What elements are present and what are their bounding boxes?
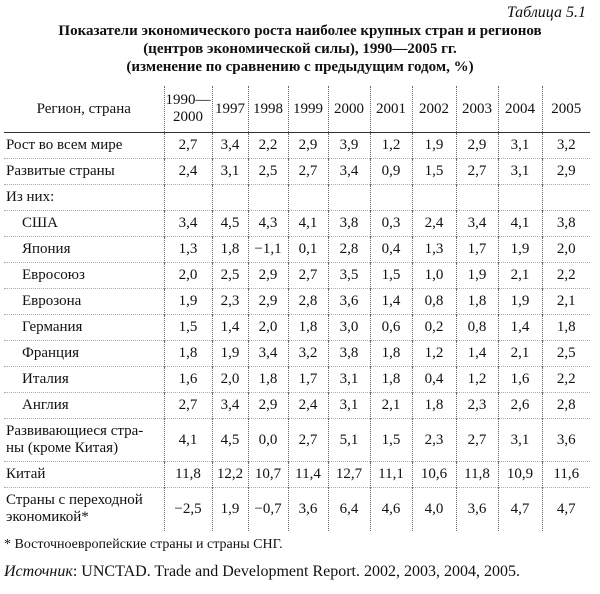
table-row bbox=[4, 211, 590, 237]
table-cell: 1,8 bbox=[164, 341, 212, 367]
table-cell: 4,7 bbox=[498, 488, 542, 531]
table-cell: 3,4 bbox=[212, 133, 248, 159]
table-cell: 2,1 bbox=[542, 289, 590, 315]
table-cell: 2,7 bbox=[456, 159, 498, 185]
table-cell: 2,9 bbox=[248, 393, 288, 419]
table-cell: 1,5 bbox=[164, 315, 212, 341]
header-year-line-1: 1990— bbox=[165, 92, 211, 108]
table-cell: 4,7 bbox=[542, 488, 590, 531]
table-cell: 10,6 bbox=[412, 462, 456, 488]
table-row bbox=[4, 341, 590, 367]
table-cell: 4,3 bbox=[248, 211, 288, 237]
table-cell: 3,1 bbox=[328, 393, 370, 419]
table-title bbox=[0, 22, 600, 76]
table-cell: 2,7 bbox=[288, 263, 328, 289]
table-header-row bbox=[4, 86, 590, 133]
growth-table bbox=[4, 86, 590, 531]
table-row bbox=[4, 289, 590, 315]
table-row bbox=[4, 237, 590, 263]
row-label: Германия bbox=[4, 315, 164, 341]
table-cell: −2,5 bbox=[164, 488, 212, 531]
table-number-label: Таблица 5.1 bbox=[506, 4, 586, 21]
table-cell: 2,1 bbox=[370, 393, 412, 419]
table-cell: 3,1 bbox=[328, 367, 370, 393]
table-cell: 2,0 bbox=[212, 367, 248, 393]
table-cell: 3,2 bbox=[542, 133, 590, 159]
table-row bbox=[4, 263, 590, 289]
table-cell: 3,6 bbox=[456, 488, 498, 531]
table-row bbox=[4, 367, 590, 393]
table-cell: 4,5 bbox=[212, 419, 248, 462]
title-line-2: (центров экономической силы), 1990—2005 гг. bbox=[143, 41, 457, 57]
table-cell: 3,2 bbox=[288, 341, 328, 367]
table-cell: 3,1 bbox=[498, 159, 542, 185]
table-cell: 0,4 bbox=[370, 237, 412, 263]
table-cell: 3,4 bbox=[248, 341, 288, 367]
table-cell: 1,9 bbox=[498, 237, 542, 263]
table-cell: 1,5 bbox=[370, 263, 412, 289]
row-label: Еврозона bbox=[4, 289, 164, 315]
table-cell: 2,5 bbox=[212, 263, 248, 289]
table-cell: 3,0 bbox=[328, 315, 370, 341]
table-cell: 2,2 bbox=[542, 367, 590, 393]
row-label: Китай bbox=[4, 462, 164, 488]
table-cell: 11,6 bbox=[542, 462, 590, 488]
table-cell: 0,3 bbox=[370, 211, 412, 237]
table-cell: 4,6 bbox=[370, 488, 412, 531]
table-row bbox=[4, 462, 590, 488]
table-cell: 2,7 bbox=[164, 393, 212, 419]
table-cell: 1,7 bbox=[288, 367, 328, 393]
table-cell: −1,1 bbox=[248, 237, 288, 263]
row-label: США bbox=[4, 211, 164, 237]
header-region: Регион, страна bbox=[4, 86, 164, 133]
table-cell: 2,4 bbox=[412, 211, 456, 237]
table-cell: 2,9 bbox=[248, 263, 288, 289]
table-cell: 2,5 bbox=[248, 159, 288, 185]
table-cell bbox=[498, 185, 542, 211]
table-cell: 2,5 bbox=[542, 341, 590, 367]
table-cell: 2,0 bbox=[248, 315, 288, 341]
table-cell: 1,8 bbox=[412, 393, 456, 419]
table-cell: 2,7 bbox=[288, 159, 328, 185]
table-cell: 1,9 bbox=[212, 488, 248, 531]
header-year: 2005 bbox=[542, 86, 590, 133]
header-year: 2002 bbox=[412, 86, 456, 133]
table-cell: −0,7 bbox=[248, 488, 288, 531]
table-cell: 3,4 bbox=[456, 211, 498, 237]
row-label-line: Страны с переходной bbox=[6, 492, 143, 509]
header-year: 1998 bbox=[248, 86, 288, 133]
table-cell: 1,8 bbox=[370, 341, 412, 367]
table-cell: 0,0 bbox=[248, 419, 288, 462]
table-cell: 1,4 bbox=[456, 341, 498, 367]
table-cell: 11,8 bbox=[456, 462, 498, 488]
table-cell: 3,4 bbox=[328, 159, 370, 185]
table-cell: 1,2 bbox=[456, 367, 498, 393]
header-year bbox=[164, 86, 212, 133]
table-cell: 1,8 bbox=[370, 367, 412, 393]
table-cell: 1,5 bbox=[412, 159, 456, 185]
table-cell: 3,8 bbox=[328, 211, 370, 237]
table-cell: 2,8 bbox=[288, 289, 328, 315]
table-cell: 2,7 bbox=[288, 419, 328, 462]
table-cell: 5,1 bbox=[328, 419, 370, 462]
row-label: Евросоюз bbox=[4, 263, 164, 289]
table-cell: 2,2 bbox=[542, 263, 590, 289]
table-cell: 2,4 bbox=[288, 393, 328, 419]
table-cell: 2,7 bbox=[164, 133, 212, 159]
table-row bbox=[4, 315, 590, 341]
table-cell: 12,7 bbox=[328, 462, 370, 488]
table-row bbox=[4, 185, 590, 211]
table-row bbox=[4, 393, 590, 419]
header-year: 2004 bbox=[498, 86, 542, 133]
header-year: 2003 bbox=[456, 86, 498, 133]
source-line bbox=[4, 563, 520, 581]
header-year: 1999 bbox=[288, 86, 328, 133]
table-cell: 6,4 bbox=[328, 488, 370, 531]
table-row bbox=[4, 488, 590, 531]
table-cell: 1,6 bbox=[498, 367, 542, 393]
table-row bbox=[4, 159, 590, 185]
table-cell: 3,8 bbox=[542, 211, 590, 237]
table-cell: 11,8 bbox=[164, 462, 212, 488]
table-cell: 10,9 bbox=[498, 462, 542, 488]
table-cell: 3,6 bbox=[288, 488, 328, 531]
table-cell: 12,2 bbox=[212, 462, 248, 488]
table-cell: 1,5 bbox=[370, 419, 412, 462]
table-cell: 1,8 bbox=[456, 289, 498, 315]
table-cell bbox=[288, 185, 328, 211]
table-cell: 4,1 bbox=[498, 211, 542, 237]
table-cell: 2,9 bbox=[248, 289, 288, 315]
row-label: Франция bbox=[4, 341, 164, 367]
table-cell: 3,1 bbox=[498, 419, 542, 462]
table-cell: 1,8 bbox=[248, 367, 288, 393]
table-cell: 2,1 bbox=[498, 263, 542, 289]
table-cell: 2,0 bbox=[164, 263, 212, 289]
title-line-1: Показатели экономического роста наиболее крупных стран и регионов bbox=[58, 23, 542, 39]
table-cell: 0,2 bbox=[412, 315, 456, 341]
table-cell: 1,9 bbox=[456, 263, 498, 289]
table-cell: 0,8 bbox=[412, 289, 456, 315]
table-cell bbox=[328, 185, 370, 211]
row-label-line: экономикой* bbox=[6, 509, 89, 526]
table-cell: 2,4 bbox=[164, 159, 212, 185]
row-label: Из них: bbox=[4, 185, 164, 211]
title-line-3: (изменение по сравнению с предыдущим годом, %) bbox=[126, 59, 474, 75]
row-label: Италия bbox=[4, 367, 164, 393]
table-cell: 11,4 bbox=[288, 462, 328, 488]
table-cell: 1,4 bbox=[370, 289, 412, 315]
table-cell: 4,1 bbox=[288, 211, 328, 237]
row-label: Рост во всем мире bbox=[6, 137, 123, 153]
table-cell: 2,3 bbox=[212, 289, 248, 315]
table-cell: 1,8 bbox=[288, 315, 328, 341]
table-cell: 2,0 bbox=[542, 237, 590, 263]
table-cell bbox=[542, 185, 590, 211]
table-row bbox=[4, 419, 590, 462]
table-cell: 2,9 bbox=[288, 133, 328, 159]
table-cell bbox=[164, 185, 212, 211]
header-year-line-2: 2000 bbox=[173, 109, 203, 125]
table-cell: 2,3 bbox=[456, 393, 498, 419]
table-cell: 1,4 bbox=[498, 315, 542, 341]
table-cell: 0,9 bbox=[370, 159, 412, 185]
table-cell: 2,6 bbox=[498, 393, 542, 419]
table-cell: 1,8 bbox=[212, 237, 248, 263]
table-cell: 2,9 bbox=[456, 133, 498, 159]
table-cell: 0,8 bbox=[456, 315, 498, 341]
header-year: 2000 bbox=[328, 86, 370, 133]
row-label: Англия bbox=[4, 393, 164, 419]
row-label: Развитые страны bbox=[4, 159, 164, 185]
table-cell: 1,0 bbox=[412, 263, 456, 289]
table-cell: 1,9 bbox=[212, 341, 248, 367]
table-row bbox=[4, 133, 590, 159]
table-cell bbox=[456, 185, 498, 211]
table-cell: 0,1 bbox=[288, 237, 328, 263]
table-cell: 2,9 bbox=[542, 159, 590, 185]
table-cell bbox=[370, 185, 412, 211]
table-cell: 10,7 bbox=[248, 462, 288, 488]
header-year: 2001 bbox=[370, 86, 412, 133]
table-cell: 3,8 bbox=[328, 341, 370, 367]
table-cell: 1,2 bbox=[370, 133, 412, 159]
table-cell: 3,4 bbox=[212, 393, 248, 419]
table-cell: 3,6 bbox=[328, 289, 370, 315]
table-cell: 1,3 bbox=[412, 237, 456, 263]
row-label-line: ны (кроме Китая) bbox=[6, 440, 119, 456]
table-cell: 3,5 bbox=[328, 263, 370, 289]
table-cell: 0,4 bbox=[412, 367, 456, 393]
row-label bbox=[4, 419, 164, 462]
table-cell bbox=[212, 185, 248, 211]
table-cell: 1,2 bbox=[412, 341, 456, 367]
table-cell: 4,5 bbox=[212, 211, 248, 237]
row-label: Япония bbox=[4, 237, 164, 263]
table-cell: 4,1 bbox=[164, 419, 212, 462]
table-cell: 1,9 bbox=[498, 289, 542, 315]
footnote: * Восточноевропейские страны и страны СНГ. bbox=[4, 537, 283, 552]
source-text: : UNCTAD. Trade and Development Report. 2002, 2003, 2004, 2005. bbox=[72, 563, 520, 580]
table-cell: 2,8 bbox=[542, 393, 590, 419]
table-cell: 2,8 bbox=[328, 237, 370, 263]
row-label bbox=[4, 488, 164, 531]
table-cell: 2,7 bbox=[456, 419, 498, 462]
table-cell: 2,1 bbox=[498, 341, 542, 367]
table-cell bbox=[248, 185, 288, 211]
table-cell: 2,2 bbox=[248, 133, 288, 159]
table-cell: 3,1 bbox=[498, 133, 542, 159]
table-cell: 1,9 bbox=[412, 133, 456, 159]
row-label-line: Развивающиеся стра- bbox=[6, 423, 144, 439]
table-cell: 1,6 bbox=[164, 367, 212, 393]
table-cell: 3,4 bbox=[164, 211, 212, 237]
header-year: 1997 bbox=[212, 86, 248, 133]
table-cell: 4,0 bbox=[412, 488, 456, 531]
table-cell: 1,9 bbox=[164, 289, 212, 315]
table-cell: 1,4 bbox=[212, 315, 248, 341]
source-label: Источник bbox=[4, 563, 73, 580]
table-cell: 1,7 bbox=[456, 237, 498, 263]
table-cell: 3,6 bbox=[542, 419, 590, 462]
table-cell: 3,1 bbox=[212, 159, 248, 185]
table-cell: 1,8 bbox=[542, 315, 590, 341]
table-cell: 0,6 bbox=[370, 315, 412, 341]
table-cell: 11,1 bbox=[370, 462, 412, 488]
table-cell bbox=[412, 185, 456, 211]
table-cell: 2,3 bbox=[412, 419, 456, 462]
table-cell: 1,3 bbox=[164, 237, 212, 263]
table-cell: 3,9 bbox=[328, 133, 370, 159]
